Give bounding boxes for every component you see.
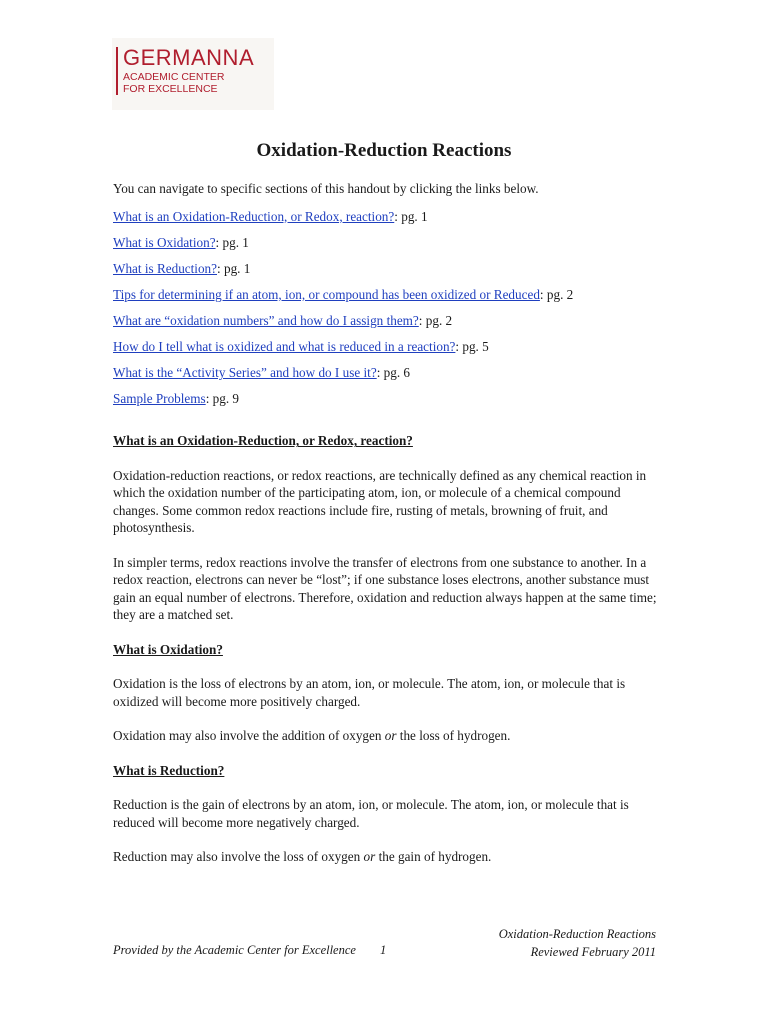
toc-page-activity-series: : pg. 6 [376,365,411,381]
toc-link-activity-series[interactable]: What is the “Activity Series” and how do I use it? [113,365,377,381]
footer-provider: Provided by the Academic Center for Excellence [113,943,356,957]
toc-page-reduction: : pg. 1 [217,260,251,276]
section-paragraph: In simpler terms, redox reactions involve the transfer of electrons from one substance to another. In a redox reaction, electrons can never be “lost”; if one substance loses electrons, another substance must gain an equal number of electrons. Therefore, oxidation and reduction always happen at the same time; they are a matched set. [113,554,657,623]
section-paragraph: Reduction may also involve the loss of oxygen or the gain of hydrogen. [113,849,492,865]
section-paragraph: Oxidation is the loss of electrons by an atom, ion, or molecule. The atom, ion, or molecule that is oxidized will become more positively charged. [113,676,626,709]
toc-link-oxidation[interactable]: What is Oxidation? [113,234,216,250]
section-heading-redox: What is an Oxidation-Reduction, or Redox, reaction? [113,433,413,449]
toc-item-tips [113,286,658,304]
toc-link-sample-problems[interactable]: Sample Problems [113,391,206,407]
section-paragraph: Oxidation-reduction reactions, or redox reactions, are technically defined as any chemical reaction in which the oxidation number of the participating atom, ion, or molecule of a chemical compound changes. Some common redox reactions include fire, rusting of metals, browning of fruit, and photosynthesis. [113,467,647,536]
toc-item-oxidation-numbers [113,312,658,330]
toc-item-redox [113,208,658,226]
footer-document-title: Oxidation-Reduction Reactions [498,927,656,941]
toc-link-redox[interactable]: What is an Oxidation-Reduction, or Redox, reaction? [113,208,395,224]
toc-page-redox: : pg. 1 [394,208,428,224]
section-heading-oxidation: What is Oxidation? [113,641,223,657]
toc-link-oxidized-reduced[interactable]: How do I tell what is oxidized and what is reduced in a reaction? [113,338,456,354]
section-paragraph: Oxidation may also involve the addition of oxygen or the loss of hydrogen. [113,728,511,744]
footer-page-number: 1 [380,943,387,957]
section-heading-reduction: What is Reduction? [113,762,225,778]
toc-page-sample-problems: : pg. 9 [205,391,240,407]
toc-item-oxidized-reduced [113,338,658,356]
toc-page-oxidation-numbers: : pg. 2 [418,312,453,328]
toc-page-oxidation: : pg. 1 [215,234,249,250]
section-paragraph: Reduction is the gain of electrons by an atom, ion, or molecule. The atom, ion, or molecule that is reduced will become more negatively charged. [113,797,629,830]
toc-item-oxidation [113,234,658,252]
intro-text: You can navigate to specific sections of this handout by clicking the links below. [113,181,539,196]
logo-name: GERMANNA [123,45,255,70]
document-body [113,180,658,866]
toc-item-sample-problems [113,390,658,408]
table-of-contents [113,208,658,408]
footer-document-info [499,925,656,961]
toc-item-reduction [113,260,658,278]
toc-page-tips: : pg. 2 [539,286,574,302]
toc-link-reduction[interactable]: What is Reduction? [113,260,218,276]
germanna-logo [112,38,274,110]
page-title: Oxidation-Reduction Reactions [256,140,512,161]
logo-bar [116,47,118,95]
toc-link-oxidation-numbers[interactable]: What are “oxidation numbers” and how do I assign them? [113,312,419,328]
footer-review-date: Reviewed February 2011 [530,945,656,959]
toc-page-oxidized-reduced: : pg. 5 [455,338,489,354]
toc-item-activity-series [113,364,658,382]
logo-subtitle-line-2: FOR EXCELLENCE [123,83,218,95]
logo-subtitle-line-1: ACADEMIC CENTER [123,71,225,83]
toc-link-tips[interactable]: Tips for determining if an atom, ion, or compound has been oxidized or Reduced [113,286,540,302]
